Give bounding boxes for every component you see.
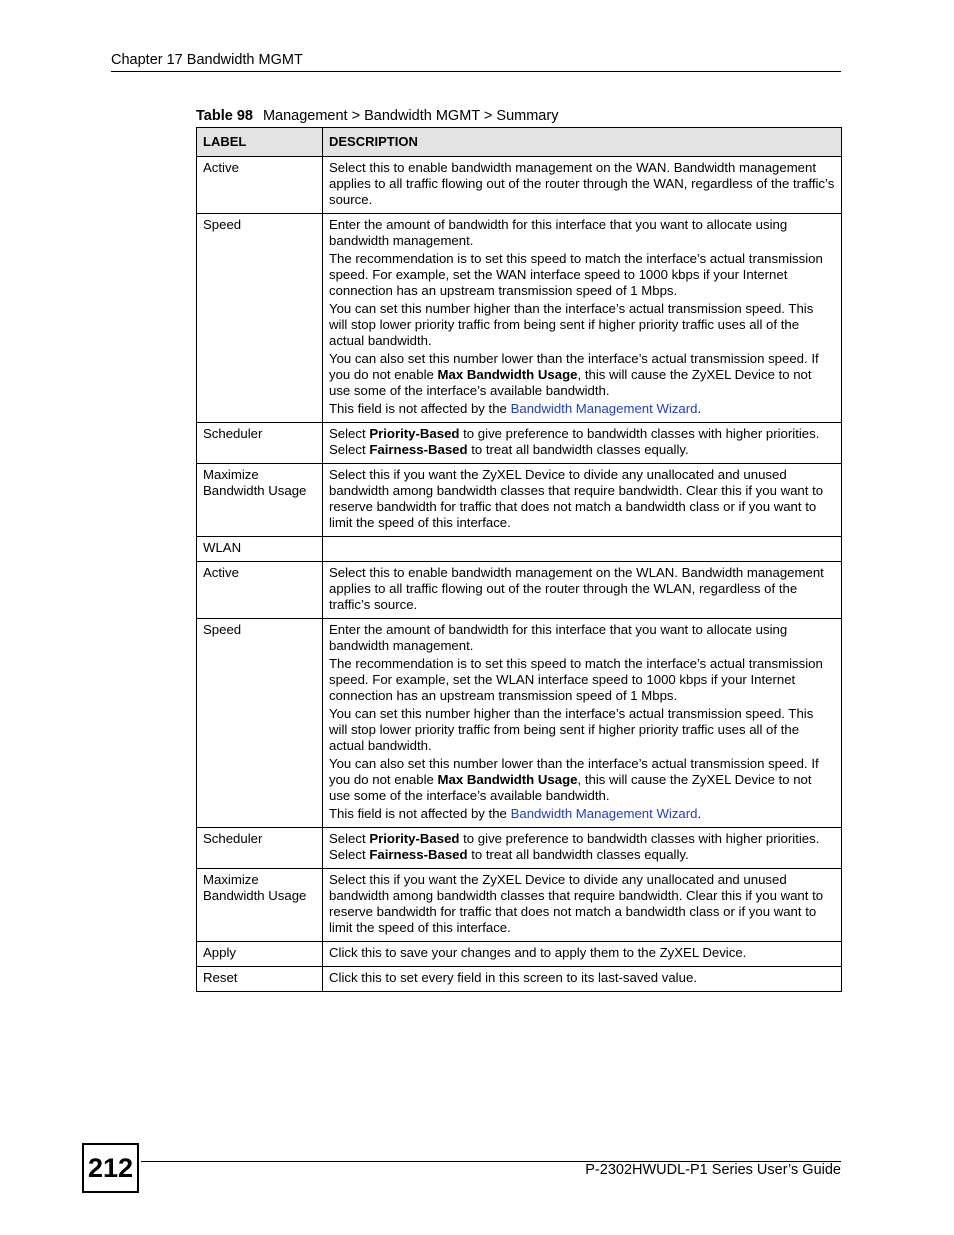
description-text: You can also set this number lower than the interface’s actual transmission speed. If you do not enable — [329, 756, 819, 787]
description-paragraph — [329, 565, 835, 613]
row-description — [323, 562, 842, 619]
row-label: Active — [197, 562, 323, 619]
row-description — [323, 214, 842, 423]
wizard-link[interactable]: Bandwidth Management Wizard — [510, 401, 698, 416]
row-description — [323, 157, 842, 214]
table-header-row — [197, 128, 842, 157]
table-row — [197, 423, 842, 464]
description-paragraph — [329, 806, 835, 822]
row-label: Scheduler — [197, 423, 323, 464]
description-paragraph — [329, 160, 835, 208]
description-text: , this will cause the ZyXEL Device to not use some of the interface’s available bandwidth. — [329, 772, 812, 803]
column-header-description: DESCRIPTION — [323, 128, 842, 157]
row-description — [323, 537, 842, 562]
description-text: to give preference to bandwidth classes with higher priorities. Select — [329, 831, 820, 862]
description-text: Select — [329, 426, 370, 441]
description-paragraph — [329, 756, 835, 804]
description-paragraph — [329, 872, 835, 936]
description-text: The recommendation is to set this speed to match the interface’s actual transmission speed. For example, set the WLAN interface speed to 1000 kbps if your Internet connection has an upstream transmission speed of 1 Mbps. — [329, 656, 823, 703]
table-row — [197, 464, 842, 537]
description-paragraph — [329, 401, 835, 417]
description-paragraph — [329, 351, 835, 399]
table-row — [197, 214, 842, 423]
row-description — [323, 828, 842, 869]
table-row — [197, 619, 842, 828]
ui-term: Fairness-Based — [369, 442, 468, 457]
description-text: Select this to enable bandwidth management on the WLAN. Bandwidth management applies to all traffic flowing out of the router through the WLAN, regardless of the traffic’s source. — [329, 565, 824, 612]
row-description — [323, 619, 842, 828]
description-paragraph — [329, 251, 835, 299]
column-header-label: LABEL — [197, 128, 323, 157]
description-paragraph — [329, 426, 835, 458]
description-text: . — [697, 401, 702, 416]
table-row — [197, 537, 842, 562]
description-text: . — [697, 806, 702, 821]
row-label: Active — [197, 157, 323, 214]
description-text: This field is not affected by the — [329, 401, 511, 416]
chapter-header: Chapter 17 Bandwidth MGMT — [111, 52, 303, 68]
description-text: Select this if you want the ZyXEL Device to divide any unallocated and unused bandwidth among bandwidth classes that require bandwidth. Clear this if you want to reserve bandwidth for traffic that does not match a bandwidth class or if you want to limit the speed of this interface. — [329, 872, 824, 935]
description-text: The recommendation is to set this speed to match the interface’s actual transmission speed. For example, set the WAN interface speed to 1000 kbps if your Internet connection has an upstream transmission speed of 1 Mbps. — [329, 251, 823, 298]
page-number: 212 — [82, 1143, 139, 1193]
row-label: Apply — [197, 942, 323, 967]
row-description — [323, 423, 842, 464]
description-paragraph — [329, 706, 835, 754]
description-text: You can set this number higher than the interface’s actual transmission speed. This will stop lower priority traffic from being sent if higher priority traffic uses all of the actual bandwidth. — [329, 706, 814, 753]
description-text: You can also set this number lower than the interface’s actual transmission speed. If you do not enable — [329, 351, 819, 382]
row-label: Scheduler — [197, 828, 323, 869]
table-row — [197, 942, 842, 967]
row-description — [323, 869, 842, 942]
header-rule — [111, 71, 841, 72]
description-paragraph — [329, 467, 835, 531]
description-text: Select this to enable bandwidth management on the WAN. Bandwidth management applies to all traffic flowing out of the router through the WAN, regardless of the traffic’s source. — [329, 160, 835, 207]
wizard-link[interactable]: Bandwidth Management Wizard — [510, 806, 698, 821]
description-text: Enter the amount of bandwidth for this interface that you want to allocate using bandwidth management. — [329, 217, 788, 248]
description-text: This field is not affected by the — [329, 806, 511, 821]
description-paragraph — [329, 217, 835, 249]
table-body — [197, 157, 842, 992]
ui-term: Max Bandwidth Usage — [437, 772, 578, 787]
guide-title: P-2302HWUDL-P1 Series User’s Guide — [585, 1162, 841, 1178]
table-number: Table 98 — [196, 108, 253, 124]
row-description — [323, 967, 842, 992]
table-row — [197, 562, 842, 619]
description-text: to treat all bandwidth classes equally. — [467, 847, 689, 862]
row-description — [323, 464, 842, 537]
description-text: , this will cause the ZyXEL Device to not use some of the interface’s available bandwidth. — [329, 367, 812, 398]
table-row — [197, 828, 842, 869]
ui-term: Priority-Based — [369, 831, 460, 846]
row-label: Reset — [197, 967, 323, 992]
description-text: Select — [329, 831, 370, 846]
description-text: Click this to save your changes and to apply them to the ZyXEL Device. — [329, 945, 747, 960]
description-text: to give preference to bandwidth classes with higher priorities. Select — [329, 426, 820, 457]
description-paragraph — [329, 945, 835, 961]
description-text: You can set this number higher than the interface’s actual transmission speed. This will stop lower priority traffic from being sent if higher priority traffic uses all of the actual bandwidth. — [329, 301, 814, 348]
description-text: Click this to set every field in this screen to its last-saved value. — [329, 970, 697, 985]
description-text: Enter the amount of bandwidth for this interface that you want to allocate using bandwidth management. — [329, 622, 788, 653]
description-paragraph — [329, 831, 835, 863]
row-description — [323, 942, 842, 967]
description-text: Select this if you want the ZyXEL Device to divide any unallocated and unused bandwidth among bandwidth classes that require bandwidth. Clear this if you want to reserve bandwidth for traffic that does not match a bandwidth class or if you want to limit the speed of this interface. — [329, 467, 824, 530]
row-label: Maximize Bandwidth Usage — [197, 869, 323, 942]
bandwidth-summary-table — [196, 127, 842, 992]
description-paragraph — [329, 970, 835, 986]
ui-term: Fairness-Based — [369, 847, 468, 862]
row-label: Speed — [197, 214, 323, 423]
table-row — [197, 869, 842, 942]
description-text: to treat all bandwidth classes equally. — [467, 442, 689, 457]
row-label: Speed — [197, 619, 323, 828]
description-paragraph — [329, 656, 835, 704]
table-row — [197, 967, 842, 992]
ui-term: Max Bandwidth Usage — [437, 367, 578, 382]
table-title: Management > Bandwidth MGMT > Summary — [262, 108, 559, 124]
ui-term: Priority-Based — [369, 426, 460, 441]
row-label: WLAN — [197, 537, 323, 562]
table-row — [197, 157, 842, 214]
description-paragraph — [329, 622, 835, 654]
table-caption — [196, 108, 558, 124]
row-label: Maximize Bandwidth Usage — [197, 464, 323, 537]
description-paragraph — [329, 301, 835, 349]
